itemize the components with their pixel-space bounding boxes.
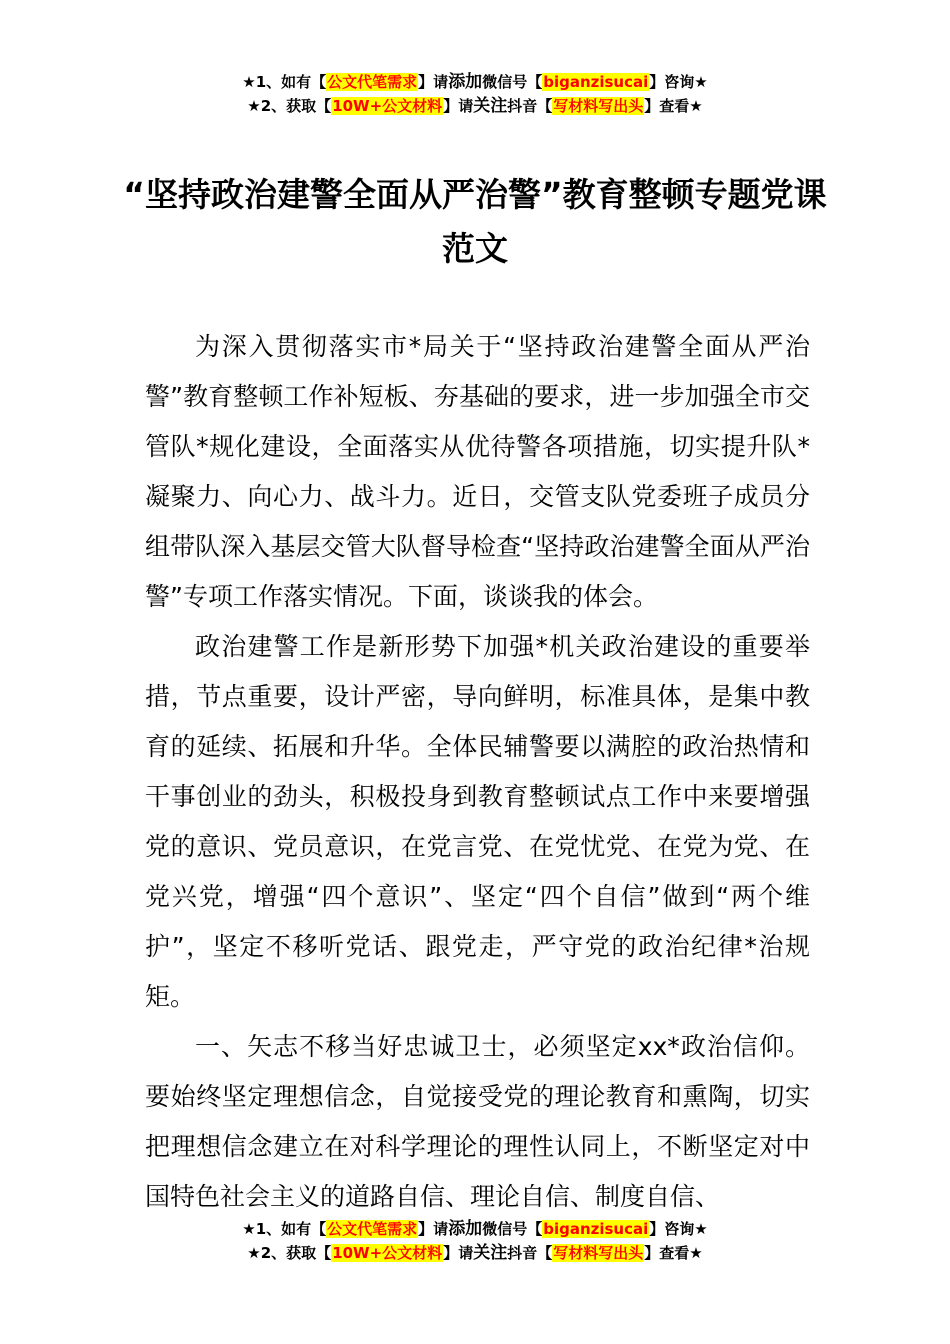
banner-text: ★2、获取【 bbox=[247, 1244, 332, 1262]
banner-line-1 bbox=[0, 1217, 950, 1241]
highlight-wechat-id: biganzisucai bbox=[543, 1220, 649, 1238]
highlight-service: 公文代笔需求 bbox=[327, 73, 418, 91]
banner-emphasis: 关注 bbox=[473, 96, 508, 116]
banner-text: 抖音【 bbox=[507, 1244, 553, 1262]
highlight-douyin-account: 写材料写出头 bbox=[553, 1244, 644, 1262]
banner-text: 】请 bbox=[418, 1220, 449, 1238]
highlight-service: 公文代笔需求 bbox=[327, 1220, 418, 1238]
paragraph-intro: 为深入贯彻落实市*局关于“坚持政治建警全面从严治警”教育整顿工作补短板、夯基础的要求，进一步加强全市交管队*规化建设，全面落实从优待警各项措施，切实提升队*凝聚力、向心力、战斗力。近日，交管支队党委班子成员分组带队深入基层交管大队督导检查“坚持政治建警全面从严治警”专项工作落实情况。下面，谈谈我的体会。 bbox=[145, 332, 810, 611]
bottom-banner bbox=[0, 1217, 950, 1265]
banner-text: 微信号【 bbox=[482, 73, 543, 91]
document-body bbox=[145, 322, 810, 1222]
banner-text: 抖音【 bbox=[507, 97, 553, 115]
banner-text: 】咨询★ bbox=[649, 73, 708, 91]
highlight-douyin-account: 写材料写出头 bbox=[553, 97, 644, 115]
paragraph-political-building: 政治建警工作是新形势下加强*机关政治建设的重要举措，节点重要，设计严密，导向鲜明，标准具体，是集中教育的延续、拓展和升华。全体民辅警要以满腔的政治热情和干事创业的劲头，积极投身到教育整顿试点工作中来要增强党的意识、党员意识，在党言党、在党忧党、在党为党、在党兴党，增强“四个意识”、坚定“四个自信”做到“两个维护”，坚定不移听党话、跟党走，严守党的政治纪律*治规矩。 bbox=[145, 632, 810, 1011]
highlight-wechat-id: biganzisucai bbox=[543, 73, 649, 91]
banner-emphasis: 添加 bbox=[448, 72, 483, 92]
banner-text: 】请 bbox=[443, 97, 474, 115]
banner-emphasis: 关注 bbox=[473, 1243, 508, 1263]
banner-text: 】咨询★ bbox=[649, 1220, 708, 1238]
banner-text: 微信号【 bbox=[482, 1220, 543, 1238]
top-banner bbox=[0, 70, 950, 118]
banner-text: 】查看★ bbox=[644, 97, 703, 115]
paragraph-section-one: 一、矢志不移当好忠诚卫士，必须坚定xx*政治信仰。要始终坚定理想信念，自觉接受党的理论教育和熏陶，切实把理想信念建立在对科学理论的理性认同上，不断坚定对中国特色社会主义的道路自信、理论自信、制度自信、 bbox=[145, 1032, 810, 1211]
banner-text: ★1、如有【 bbox=[242, 73, 327, 91]
document-title: “坚持政治建警全面从严治警”教育整顿专题党课范文 bbox=[123, 175, 827, 268]
banner-line-1 bbox=[0, 70, 950, 94]
banner-line-2 bbox=[0, 94, 950, 118]
banner-text: ★2、获取【 bbox=[247, 97, 332, 115]
banner-text: 】请 bbox=[443, 1244, 474, 1262]
banner-text: 】查看★ bbox=[644, 1244, 703, 1262]
banner-text: ★1、如有【 bbox=[242, 1220, 327, 1238]
banner-emphasis: 添加 bbox=[448, 1219, 483, 1239]
banner-text: 】请 bbox=[418, 73, 449, 91]
highlight-materials: 10W+公文材料 bbox=[332, 97, 443, 115]
highlight-materials: 10W+公文材料 bbox=[332, 1244, 443, 1262]
banner-line-2 bbox=[0, 1241, 950, 1265]
